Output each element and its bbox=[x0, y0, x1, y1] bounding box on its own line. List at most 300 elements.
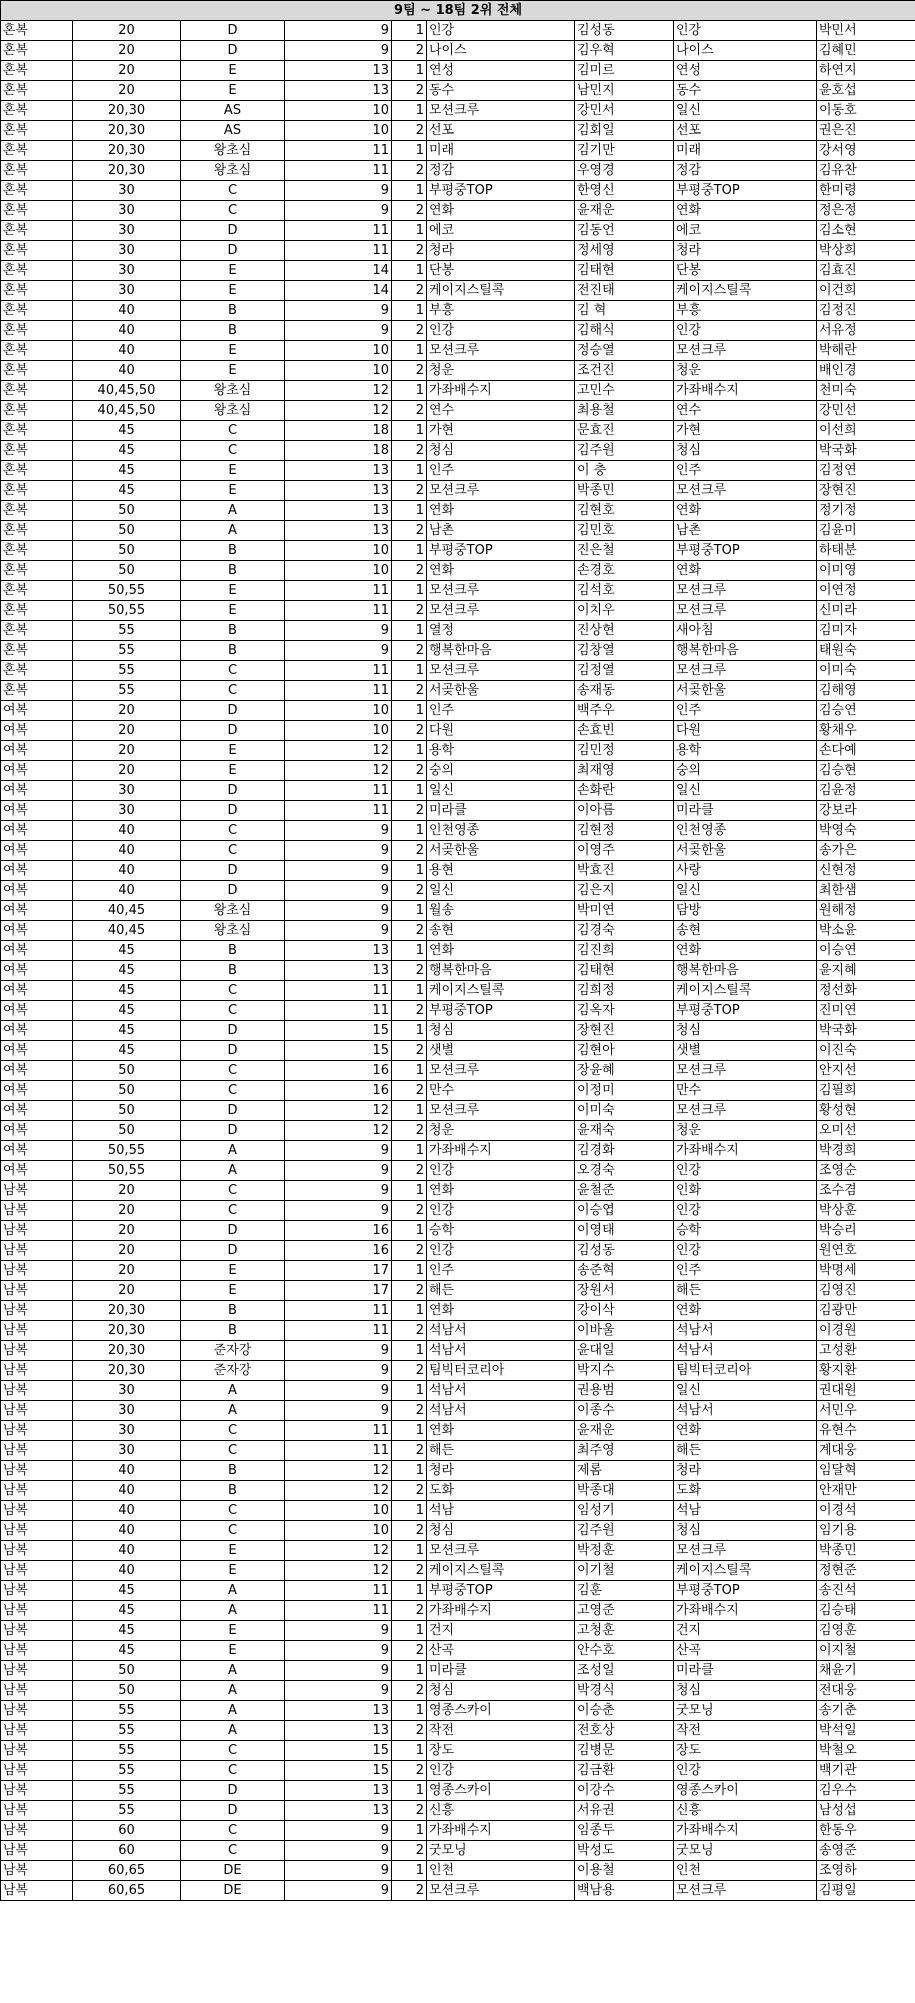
rank-cell[interactable]: 2 bbox=[392, 281, 427, 301]
player-2-cell[interactable]: 배인경 bbox=[817, 361, 915, 381]
club-2-cell[interactable]: 미라클 bbox=[674, 801, 817, 821]
club-1-cell[interactable]: 영종스카이 bbox=[427, 1781, 575, 1801]
player-2-cell[interactable]: 박소윤 bbox=[817, 921, 915, 941]
player-1-cell[interactable]: 진상현 bbox=[575, 621, 674, 641]
age-group-cell[interactable]: 40 bbox=[73, 1521, 181, 1541]
player-1-cell[interactable]: 박종민 bbox=[575, 481, 674, 501]
rank-cell[interactable]: 1 bbox=[392, 781, 427, 801]
age-group-cell[interactable]: 45 bbox=[73, 1041, 181, 1061]
player-1-cell[interactable]: 조성일 bbox=[575, 1661, 674, 1681]
player-1-cell[interactable]: 우영경 bbox=[575, 161, 674, 181]
club-1-cell[interactable]: 청운 bbox=[427, 1121, 575, 1141]
club-2-cell[interactable]: 석남 bbox=[674, 1501, 817, 1521]
grade-cell[interactable]: E bbox=[181, 1281, 285, 1301]
grade-cell[interactable]: C bbox=[181, 1521, 285, 1541]
grade-cell[interactable]: A bbox=[181, 1141, 285, 1161]
grade-cell[interactable]: A bbox=[181, 501, 285, 521]
club-1-cell[interactable]: 연수 bbox=[427, 401, 575, 421]
player-1-cell[interactable]: 박정훈 bbox=[575, 1541, 674, 1561]
grade-cell[interactable]: D bbox=[181, 241, 285, 261]
team-count-cell[interactable]: 13 bbox=[285, 61, 392, 81]
age-group-cell[interactable]: 20 bbox=[73, 721, 181, 741]
grade-cell[interactable]: C bbox=[181, 1181, 285, 1201]
club-1-cell[interactable]: 모션크루 bbox=[427, 661, 575, 681]
team-count-cell[interactable]: 13 bbox=[285, 1721, 392, 1741]
category-cell[interactable]: 남복 bbox=[1, 1501, 73, 1521]
club-1-cell[interactable]: 해든 bbox=[427, 1441, 575, 1461]
club-2-cell[interactable]: 모션크루 bbox=[674, 481, 817, 501]
age-group-cell[interactable]: 30 bbox=[73, 1381, 181, 1401]
age-group-cell[interactable]: 50,55 bbox=[73, 581, 181, 601]
grade-cell[interactable]: A bbox=[181, 1161, 285, 1181]
club-1-cell[interactable]: 케이지스틸콕 bbox=[427, 981, 575, 1001]
player-2-cell[interactable]: 황채우 bbox=[817, 721, 915, 741]
player-1-cell[interactable]: 김동언 bbox=[575, 221, 674, 241]
rank-cell[interactable]: 2 bbox=[392, 761, 427, 781]
player-2-cell[interactable]: 박민서 bbox=[817, 21, 915, 41]
age-group-cell[interactable]: 20 bbox=[73, 21, 181, 41]
team-count-cell[interactable]: 9 bbox=[285, 1621, 392, 1641]
club-1-cell[interactable]: 인강 bbox=[427, 1201, 575, 1221]
grade-cell[interactable]: C bbox=[181, 1821, 285, 1841]
grade-cell[interactable]: B bbox=[181, 621, 285, 641]
grade-cell[interactable]: C bbox=[181, 1421, 285, 1441]
grade-cell[interactable]: DE bbox=[181, 1881, 285, 1901]
player-1-cell[interactable]: 최주영 bbox=[575, 1441, 674, 1461]
grade-cell[interactable]: C bbox=[181, 181, 285, 201]
grade-cell[interactable]: E bbox=[181, 261, 285, 281]
player-2-cell[interactable]: 윤호섭 bbox=[817, 81, 915, 101]
club-2-cell[interactable]: 모션크루 bbox=[674, 1881, 817, 1901]
player-1-cell[interactable]: 김우혁 bbox=[575, 41, 674, 61]
player-1-cell[interactable]: 진은철 bbox=[575, 541, 674, 561]
rank-cell[interactable]: 2 bbox=[392, 481, 427, 501]
rank-cell[interactable]: 1 bbox=[392, 1181, 427, 1201]
category-cell[interactable]: 남복 bbox=[1, 1281, 73, 1301]
club-1-cell[interactable]: 모션크루 bbox=[427, 1541, 575, 1561]
player-2-cell[interactable]: 박상희 bbox=[817, 241, 915, 261]
player-1-cell[interactable]: 김현정 bbox=[575, 821, 674, 841]
player-2-cell[interactable]: 박명세 bbox=[817, 1261, 915, 1281]
club-2-cell[interactable]: 인강 bbox=[674, 1161, 817, 1181]
team-count-cell[interactable]: 9 bbox=[285, 21, 392, 41]
player-1-cell[interactable]: 김주원 bbox=[575, 441, 674, 461]
category-cell[interactable]: 혼복 bbox=[1, 661, 73, 681]
rank-cell[interactable]: 2 bbox=[392, 401, 427, 421]
club-1-cell[interactable]: 건지 bbox=[427, 1621, 575, 1641]
grade-cell[interactable]: A bbox=[181, 1401, 285, 1421]
category-cell[interactable]: 남복 bbox=[1, 1661, 73, 1681]
player-1-cell[interactable]: 손효빈 bbox=[575, 721, 674, 741]
grade-cell[interactable]: 준자강 bbox=[181, 1361, 285, 1381]
club-1-cell[interactable]: 샛별 bbox=[427, 1041, 575, 1061]
age-group-cell[interactable]: 45 bbox=[73, 421, 181, 441]
club-1-cell[interactable]: 케이지스틸콕 bbox=[427, 1561, 575, 1581]
age-group-cell[interactable]: 40 bbox=[73, 361, 181, 381]
category-cell[interactable]: 남복 bbox=[1, 1341, 73, 1361]
player-2-cell[interactable]: 원연호 bbox=[817, 1241, 915, 1261]
age-group-cell[interactable]: 40,45 bbox=[73, 901, 181, 921]
club-1-cell[interactable]: 가좌배수지 bbox=[427, 381, 575, 401]
rank-cell[interactable]: 2 bbox=[392, 41, 427, 61]
club-2-cell[interactable]: 부흥 bbox=[674, 301, 817, 321]
team-count-cell[interactable]: 9 bbox=[285, 1341, 392, 1361]
club-2-cell[interactable]: 인주 bbox=[674, 461, 817, 481]
grade-cell[interactable]: D bbox=[181, 1801, 285, 1821]
age-group-cell[interactable]: 50 bbox=[73, 521, 181, 541]
team-count-cell[interactable]: 9 bbox=[285, 1861, 392, 1881]
rank-cell[interactable]: 1 bbox=[392, 1581, 427, 1601]
club-1-cell[interactable]: 팀빅터코리아 bbox=[427, 1361, 575, 1381]
player-2-cell[interactable]: 신현정 bbox=[817, 861, 915, 881]
team-count-cell[interactable]: 11 bbox=[285, 801, 392, 821]
player-1-cell[interactable]: 김태현 bbox=[575, 961, 674, 981]
club-2-cell[interactable]: 부평중TOP bbox=[674, 181, 817, 201]
age-group-cell[interactable]: 40,45,50 bbox=[73, 381, 181, 401]
team-count-cell[interactable]: 13 bbox=[285, 501, 392, 521]
player-1-cell[interactable]: 김민정 bbox=[575, 741, 674, 761]
player-2-cell[interactable]: 김유찬 bbox=[817, 161, 915, 181]
grade-cell[interactable]: C bbox=[181, 421, 285, 441]
team-count-cell[interactable]: 11 bbox=[285, 1581, 392, 1601]
rank-cell[interactable]: 2 bbox=[392, 1561, 427, 1581]
player-2-cell[interactable]: 태원숙 bbox=[817, 641, 915, 661]
age-group-cell[interactable]: 20 bbox=[73, 1201, 181, 1221]
player-1-cell[interactable]: 권용범 bbox=[575, 1381, 674, 1401]
age-group-cell[interactable]: 55 bbox=[73, 1781, 181, 1801]
rank-cell[interactable]: 1 bbox=[392, 541, 427, 561]
grade-cell[interactable]: 왕초심 bbox=[181, 161, 285, 181]
age-group-cell[interactable]: 30 bbox=[73, 801, 181, 821]
club-1-cell[interactable]: 에코 bbox=[427, 221, 575, 241]
club-2-cell[interactable]: 팀빅터코리아 bbox=[674, 1361, 817, 1381]
team-count-cell[interactable]: 10 bbox=[285, 341, 392, 361]
grade-cell[interactable]: E bbox=[181, 1561, 285, 1581]
club-2-cell[interactable]: 샛별 bbox=[674, 1041, 817, 1061]
team-count-cell[interactable]: 9 bbox=[285, 1141, 392, 1161]
grade-cell[interactable]: D bbox=[181, 781, 285, 801]
team-count-cell[interactable]: 9 bbox=[285, 1681, 392, 1701]
rank-cell[interactable]: 1 bbox=[392, 1061, 427, 1081]
age-group-cell[interactable]: 40 bbox=[73, 821, 181, 841]
club-1-cell[interactable]: 인주 bbox=[427, 461, 575, 481]
player-2-cell[interactable]: 박해란 bbox=[817, 341, 915, 361]
team-count-cell[interactable]: 9 bbox=[285, 1181, 392, 1201]
club-1-cell[interactable]: 송현 bbox=[427, 921, 575, 941]
player-2-cell[interactable]: 장현진 bbox=[817, 481, 915, 501]
club-1-cell[interactable]: 청심 bbox=[427, 441, 575, 461]
player-1-cell[interactable]: 이아름 bbox=[575, 801, 674, 821]
club-1-cell[interactable]: 정감 bbox=[427, 161, 575, 181]
player-1-cell[interactable]: 김석호 bbox=[575, 581, 674, 601]
player-1-cell[interactable]: 강이삭 bbox=[575, 1301, 674, 1321]
age-group-cell[interactable]: 20,30 bbox=[73, 101, 181, 121]
category-cell[interactable]: 혼복 bbox=[1, 281, 73, 301]
club-2-cell[interactable]: 가좌배수지 bbox=[674, 1821, 817, 1841]
club-1-cell[interactable]: 선포 bbox=[427, 121, 575, 141]
team-count-cell[interactable]: 10 bbox=[285, 541, 392, 561]
player-1-cell[interactable]: 김기만 bbox=[575, 141, 674, 161]
rank-cell[interactable]: 1 bbox=[392, 1341, 427, 1361]
player-2-cell[interactable]: 원해정 bbox=[817, 901, 915, 921]
rank-cell[interactable]: 1 bbox=[392, 461, 427, 481]
age-group-cell[interactable]: 45 bbox=[73, 1641, 181, 1661]
club-2-cell[interactable]: 서곶한울 bbox=[674, 841, 817, 861]
player-1-cell[interactable]: 김 혁 bbox=[575, 301, 674, 321]
category-cell[interactable]: 남복 bbox=[1, 1841, 73, 1861]
club-1-cell[interactable]: 모션크루 bbox=[427, 1101, 575, 1121]
player-2-cell[interactable]: 김정연 bbox=[817, 461, 915, 481]
category-cell[interactable]: 남복 bbox=[1, 1361, 73, 1381]
club-2-cell[interactable]: 동수 bbox=[674, 81, 817, 101]
club-1-cell[interactable]: 월송 bbox=[427, 901, 575, 921]
age-group-cell[interactable]: 45 bbox=[73, 481, 181, 501]
player-1-cell[interactable]: 이 충 bbox=[575, 461, 674, 481]
player-1-cell[interactable]: 김진희 bbox=[575, 941, 674, 961]
team-count-cell[interactable]: 12 bbox=[285, 1481, 392, 1501]
club-2-cell[interactable]: 모션크루 bbox=[674, 1541, 817, 1561]
team-count-cell[interactable]: 9 bbox=[285, 1841, 392, 1861]
player-2-cell[interactable]: 김윤미 bbox=[817, 521, 915, 541]
grade-cell[interactable]: B bbox=[181, 1321, 285, 1341]
age-group-cell[interactable]: 50 bbox=[73, 1661, 181, 1681]
category-cell[interactable]: 여복 bbox=[1, 761, 73, 781]
age-group-cell[interactable]: 30 bbox=[73, 261, 181, 281]
player-1-cell[interactable]: 이영주 bbox=[575, 841, 674, 861]
player-2-cell[interactable]: 서유정 bbox=[817, 321, 915, 341]
age-group-cell[interactable]: 30 bbox=[73, 181, 181, 201]
player-1-cell[interactable]: 송재동 bbox=[575, 681, 674, 701]
player-2-cell[interactable]: 이경석 bbox=[817, 1501, 915, 1521]
rank-cell[interactable]: 1 bbox=[392, 741, 427, 761]
club-2-cell[interactable]: 해든 bbox=[674, 1441, 817, 1461]
player-2-cell[interactable]: 박석일 bbox=[817, 1721, 915, 1741]
player-1-cell[interactable]: 임종두 bbox=[575, 1821, 674, 1841]
club-1-cell[interactable]: 해든 bbox=[427, 1281, 575, 1301]
player-2-cell[interactable]: 김효진 bbox=[817, 261, 915, 281]
player-1-cell[interactable]: 김성동 bbox=[575, 21, 674, 41]
player-1-cell[interactable]: 박경식 bbox=[575, 1681, 674, 1701]
player-1-cell[interactable]: 한영신 bbox=[575, 181, 674, 201]
player-2-cell[interactable]: 김영진 bbox=[817, 1281, 915, 1301]
club-1-cell[interactable]: 석남서 bbox=[427, 1401, 575, 1421]
rank-cell[interactable]: 1 bbox=[392, 381, 427, 401]
club-1-cell[interactable]: 서곶한울 bbox=[427, 681, 575, 701]
team-count-cell[interactable]: 15 bbox=[285, 1021, 392, 1041]
team-count-cell[interactable]: 13 bbox=[285, 461, 392, 481]
age-group-cell[interactable]: 45 bbox=[73, 1621, 181, 1641]
player-1-cell[interactable]: 김병문 bbox=[575, 1741, 674, 1761]
club-2-cell[interactable]: 다원 bbox=[674, 721, 817, 741]
player-1-cell[interactable]: 김미르 bbox=[575, 61, 674, 81]
grade-cell[interactable]: B bbox=[181, 1461, 285, 1481]
rank-cell[interactable]: 2 bbox=[392, 1521, 427, 1541]
player-2-cell[interactable]: 정은정 bbox=[817, 201, 915, 221]
player-1-cell[interactable]: 최용철 bbox=[575, 401, 674, 421]
club-1-cell[interactable]: 일신 bbox=[427, 781, 575, 801]
category-cell[interactable]: 남복 bbox=[1, 1201, 73, 1221]
rank-cell[interactable]: 2 bbox=[392, 121, 427, 141]
player-2-cell[interactable]: 김혜민 bbox=[817, 41, 915, 61]
player-1-cell[interactable]: 김경화 bbox=[575, 1141, 674, 1161]
category-cell[interactable]: 남복 bbox=[1, 1581, 73, 1601]
rank-cell[interactable]: 2 bbox=[392, 1681, 427, 1701]
club-2-cell[interactable]: 일신 bbox=[674, 1381, 817, 1401]
team-count-cell[interactable]: 10 bbox=[285, 701, 392, 721]
player-1-cell[interactable]: 박성도 bbox=[575, 1841, 674, 1861]
grade-cell[interactable]: B bbox=[181, 1481, 285, 1501]
grade-cell[interactable]: C bbox=[181, 1441, 285, 1461]
player-1-cell[interactable]: 김주원 bbox=[575, 1521, 674, 1541]
team-count-cell[interactable]: 13 bbox=[285, 941, 392, 961]
category-cell[interactable]: 여복 bbox=[1, 1021, 73, 1041]
category-cell[interactable]: 여복 bbox=[1, 1121, 73, 1141]
category-cell[interactable]: 여복 bbox=[1, 1061, 73, 1081]
player-1-cell[interactable]: 오경숙 bbox=[575, 1161, 674, 1181]
grade-cell[interactable]: C bbox=[181, 1841, 285, 1861]
rank-cell[interactable]: 2 bbox=[392, 1361, 427, 1381]
category-cell[interactable]: 여복 bbox=[1, 801, 73, 821]
category-cell[interactable]: 여복 bbox=[1, 961, 73, 981]
age-group-cell[interactable]: 50 bbox=[73, 1061, 181, 1081]
player-1-cell[interactable]: 윤재운 bbox=[575, 201, 674, 221]
player-1-cell[interactable]: 윤철준 bbox=[575, 1181, 674, 1201]
category-cell[interactable]: 여복 bbox=[1, 981, 73, 1001]
club-2-cell[interactable]: 모션크루 bbox=[674, 341, 817, 361]
player-2-cell[interactable]: 조영순 bbox=[817, 1161, 915, 1181]
club-2-cell[interactable]: 산곡 bbox=[674, 1641, 817, 1661]
grade-cell[interactable]: C bbox=[181, 1001, 285, 1021]
player-1-cell[interactable]: 이승춘 bbox=[575, 1701, 674, 1721]
rank-cell[interactable]: 2 bbox=[392, 721, 427, 741]
team-count-cell[interactable]: 12 bbox=[285, 761, 392, 781]
rank-cell[interactable]: 2 bbox=[392, 1481, 427, 1501]
club-2-cell[interactable]: 장도 bbox=[674, 1741, 817, 1761]
team-count-cell[interactable]: 16 bbox=[285, 1241, 392, 1261]
player-2-cell[interactable]: 이경원 bbox=[817, 1321, 915, 1341]
category-cell[interactable]: 남복 bbox=[1, 1241, 73, 1261]
club-2-cell[interactable]: 승학 bbox=[674, 1221, 817, 1241]
team-count-cell[interactable]: 9 bbox=[285, 1821, 392, 1841]
team-count-cell[interactable]: 10 bbox=[285, 721, 392, 741]
grade-cell[interactable]: C bbox=[181, 841, 285, 861]
club-2-cell[interactable]: 모션크루 bbox=[674, 661, 817, 681]
grade-cell[interactable]: D bbox=[181, 861, 285, 881]
club-2-cell[interactable]: 미래 bbox=[674, 141, 817, 161]
age-group-cell[interactable]: 50 bbox=[73, 541, 181, 561]
team-count-cell[interactable]: 9 bbox=[285, 821, 392, 841]
club-2-cell[interactable]: 용학 bbox=[674, 741, 817, 761]
category-cell[interactable]: 혼복 bbox=[1, 261, 73, 281]
age-group-cell[interactable]: 20 bbox=[73, 1241, 181, 1261]
category-cell[interactable]: 남복 bbox=[1, 1741, 73, 1761]
grade-cell[interactable]: C bbox=[181, 1081, 285, 1101]
category-cell[interactable]: 남복 bbox=[1, 1181, 73, 1201]
rank-cell[interactable]: 2 bbox=[392, 841, 427, 861]
category-cell[interactable]: 여복 bbox=[1, 1041, 73, 1061]
club-2-cell[interactable]: 인강 bbox=[674, 321, 817, 341]
player-1-cell[interactable]: 정세영 bbox=[575, 241, 674, 261]
club-1-cell[interactable]: 부평중TOP bbox=[427, 1581, 575, 1601]
club-2-cell[interactable]: 케이지스틸콕 bbox=[674, 281, 817, 301]
club-2-cell[interactable]: 인천 bbox=[674, 1861, 817, 1881]
age-group-cell[interactable]: 55 bbox=[73, 1741, 181, 1761]
rank-cell[interactable]: 1 bbox=[392, 1861, 427, 1881]
grade-cell[interactable]: E bbox=[181, 1621, 285, 1641]
club-1-cell[interactable]: 일신 bbox=[427, 881, 575, 901]
club-2-cell[interactable]: 송현 bbox=[674, 921, 817, 941]
club-2-cell[interactable]: 만수 bbox=[674, 1081, 817, 1101]
club-1-cell[interactable]: 인주 bbox=[427, 701, 575, 721]
grade-cell[interactable]: C bbox=[181, 681, 285, 701]
club-1-cell[interactable]: 다원 bbox=[427, 721, 575, 741]
age-group-cell[interactable]: 30 bbox=[73, 1401, 181, 1421]
team-count-cell[interactable]: 14 bbox=[285, 281, 392, 301]
player-1-cell[interactable]: 윤대일 bbox=[575, 1341, 674, 1361]
grade-cell[interactable]: 준자강 bbox=[181, 1341, 285, 1361]
player-2-cell[interactable]: 이동호 bbox=[817, 101, 915, 121]
club-2-cell[interactable]: 미라클 bbox=[674, 1661, 817, 1681]
player-1-cell[interactable]: 김경숙 bbox=[575, 921, 674, 941]
rank-cell[interactable]: 1 bbox=[392, 21, 427, 41]
team-count-cell[interactable]: 9 bbox=[285, 181, 392, 201]
rank-cell[interactable]: 2 bbox=[392, 1081, 427, 1101]
category-cell[interactable]: 혼복 bbox=[1, 221, 73, 241]
category-cell[interactable]: 여복 bbox=[1, 901, 73, 921]
player-2-cell[interactable]: 박영숙 bbox=[817, 821, 915, 841]
club-1-cell[interactable]: 용학 bbox=[427, 741, 575, 761]
club-2-cell[interactable]: 가좌배수지 bbox=[674, 1141, 817, 1161]
team-count-cell[interactable]: 11 bbox=[285, 1421, 392, 1441]
category-cell[interactable]: 여복 bbox=[1, 1081, 73, 1101]
club-2-cell[interactable]: 연화 bbox=[674, 941, 817, 961]
grade-cell[interactable]: D bbox=[181, 701, 285, 721]
rank-cell[interactable]: 2 bbox=[392, 1001, 427, 1021]
rank-cell[interactable]: 2 bbox=[392, 321, 427, 341]
club-1-cell[interactable]: 연화 bbox=[427, 1301, 575, 1321]
player-1-cell[interactable]: 전호상 bbox=[575, 1721, 674, 1741]
grade-cell[interactable]: A bbox=[181, 1601, 285, 1621]
player-2-cell[interactable]: 신미라 bbox=[817, 601, 915, 621]
team-count-cell[interactable]: 9 bbox=[285, 1401, 392, 1421]
grade-cell[interactable]: E bbox=[181, 1261, 285, 1281]
grade-cell[interactable]: E bbox=[181, 601, 285, 621]
rank-cell[interactable]: 2 bbox=[392, 1801, 427, 1821]
age-group-cell[interactable]: 45 bbox=[73, 1601, 181, 1621]
category-cell[interactable]: 혼복 bbox=[1, 141, 73, 161]
team-count-cell[interactable]: 9 bbox=[285, 201, 392, 221]
category-cell[interactable]: 여복 bbox=[1, 701, 73, 721]
player-2-cell[interactable]: 김광만 bbox=[817, 1301, 915, 1321]
grade-cell[interactable]: A bbox=[181, 1701, 285, 1721]
player-1-cell[interactable]: 윤재숙 bbox=[575, 1121, 674, 1141]
grade-cell[interactable]: B bbox=[181, 641, 285, 661]
team-count-cell[interactable]: 11 bbox=[285, 681, 392, 701]
grade-cell[interactable]: D bbox=[181, 801, 285, 821]
player-1-cell[interactable]: 이승엽 bbox=[575, 1201, 674, 1221]
grade-cell[interactable]: 왕초심 bbox=[181, 141, 285, 161]
club-1-cell[interactable]: 모션크루 bbox=[427, 581, 575, 601]
club-2-cell[interactable]: 선포 bbox=[674, 121, 817, 141]
rank-cell[interactable]: 2 bbox=[392, 961, 427, 981]
player-2-cell[interactable]: 고성환 bbox=[817, 1341, 915, 1361]
player-2-cell[interactable]: 이선희 bbox=[817, 421, 915, 441]
player-2-cell[interactable]: 박경희 bbox=[817, 1141, 915, 1161]
rank-cell[interactable]: 2 bbox=[392, 1441, 427, 1461]
age-group-cell[interactable]: 50 bbox=[73, 1681, 181, 1701]
player-1-cell[interactable]: 고영준 bbox=[575, 1601, 674, 1621]
team-count-cell[interactable]: 12 bbox=[285, 381, 392, 401]
